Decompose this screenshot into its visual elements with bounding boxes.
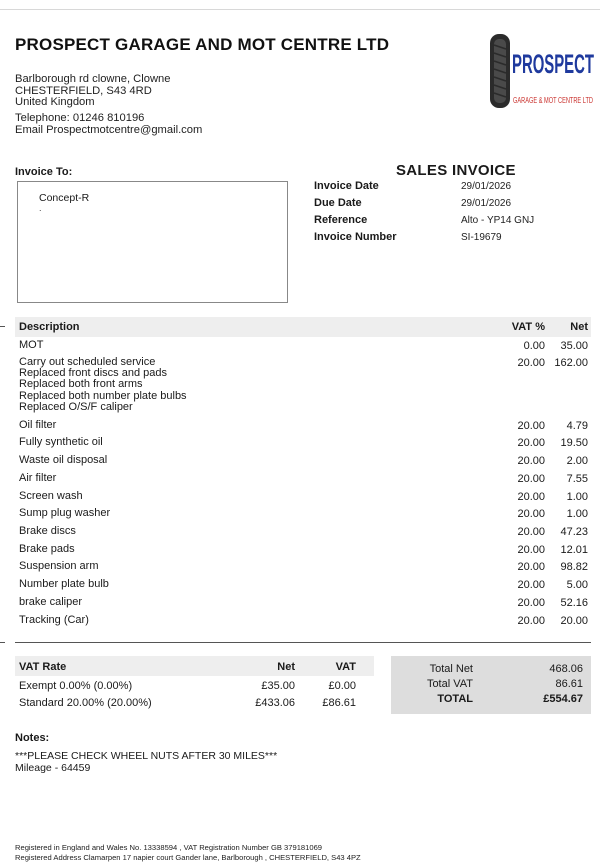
vat-rate-header: VAT Rate bbox=[19, 661, 67, 673]
line-item-description bbox=[19, 544, 399, 555]
line-item-net: 4.79 bbox=[566, 420, 588, 432]
vat-rate-cell: Exempt 0.00% (0.00%) bbox=[19, 680, 133, 692]
company-name: PROSPECT GARAGE AND MOT CENTRE LTD bbox=[15, 35, 390, 54]
vat-percent-header: VAT % bbox=[511, 321, 545, 333]
company-logo bbox=[488, 31, 596, 111]
line-item-description bbox=[19, 340, 399, 351]
description-line: Oil filter bbox=[19, 419, 57, 431]
line-item-vat: 20.00 bbox=[517, 597, 545, 609]
line-item-net: 7.55 bbox=[566, 473, 588, 485]
line-item-vat: 20.00 bbox=[517, 455, 545, 467]
line-item-description bbox=[19, 597, 399, 608]
company-telephone: Telephone: 01246 810196 bbox=[15, 112, 145, 124]
line-item-vat: 20.00 bbox=[517, 561, 545, 573]
description-line: Screen wash bbox=[19, 490, 83, 502]
line-item-description bbox=[19, 615, 399, 626]
company-contact bbox=[15, 112, 202, 136]
logo-subtitle: GARAGE & MOT CENTRE LTD bbox=[513, 95, 593, 105]
line-item-description bbox=[19, 455, 399, 466]
vat-summary-vat-header: VAT bbox=[335, 661, 356, 673]
description-line: Replaced both front arms bbox=[19, 378, 143, 391]
line-item-vat: 20.00 bbox=[517, 526, 545, 538]
line-item-vat: 20.00 bbox=[517, 357, 545, 369]
description-line: Number plate bulb bbox=[19, 578, 109, 590]
grand-total-label: TOTAL bbox=[437, 693, 473, 705]
due-date-value: 29/01/2026 bbox=[461, 198, 512, 209]
description-line: Brake pads bbox=[19, 543, 75, 555]
line-item-vat: 20.00 bbox=[517, 420, 545, 432]
total-vat-value: 86.61 bbox=[555, 678, 583, 690]
total-net-label: Total Net bbox=[429, 663, 473, 675]
description-line: MOT bbox=[19, 339, 44, 351]
line-item-description bbox=[19, 437, 399, 448]
client-name: Concept-R bbox=[39, 192, 90, 204]
description-line: brake caliper bbox=[19, 596, 82, 608]
address-line: United Kingdom bbox=[15, 96, 95, 108]
vat-amount-cell: £0.00 bbox=[328, 680, 356, 692]
footer-registration: Registered in England and Wales No. 13338594 , VAT Registration Number GB 379181069 bbox=[15, 843, 323, 852]
line-item-net: 162.00 bbox=[554, 357, 588, 369]
description-line: Tracking (Car) bbox=[19, 614, 89, 626]
fold-mark bbox=[0, 642, 5, 643]
notes-line: ***PLEASE CHECK WHEEL NUTS AFTER 30 MILES*** bbox=[15, 750, 278, 762]
footer-address: Registered Address Clamarpen 17 napier court Gander lane, Barlborough , CHESTERFIELD, S43 4PZ bbox=[15, 853, 361, 862]
fold-mark bbox=[0, 326, 5, 327]
reference-value: Alto - YP14 GNJ bbox=[461, 215, 535, 226]
line-item-net: 52.16 bbox=[560, 597, 588, 609]
company-address bbox=[15, 74, 170, 109]
logo-title: PROSPECT bbox=[512, 49, 595, 79]
line-item-description bbox=[19, 561, 399, 572]
company-email: Email Prospectmotcentre@gmail.com bbox=[15, 124, 203, 136]
line-item-net: 98.82 bbox=[560, 561, 588, 573]
line-item-vat: 20.00 bbox=[517, 437, 545, 449]
line-item-net: 1.00 bbox=[566, 508, 588, 520]
description-line: Replaced O/S/F caliper bbox=[19, 400, 133, 413]
description-line: Replaced both number plate bulbs bbox=[19, 389, 187, 402]
total-net-value: 468.06 bbox=[549, 663, 583, 675]
description-line: Replaced front discs and pads bbox=[19, 367, 167, 380]
description-line: Air filter bbox=[19, 472, 57, 484]
notes-line: Mileage - 64459 bbox=[15, 762, 91, 774]
invoice-number-label: Invoice Number bbox=[314, 231, 397, 243]
vat-amount-cell: £86.61 bbox=[322, 697, 356, 709]
invoice-heading: SALES INVOICE bbox=[396, 162, 516, 179]
total-vat-label: Total VAT bbox=[426, 678, 473, 690]
client-address: . bbox=[39, 203, 42, 213]
vat-summary-net-header: Net bbox=[277, 661, 295, 673]
line-item-net: 5.00 bbox=[566, 579, 588, 591]
description-line: Sump plug washer bbox=[19, 507, 111, 519]
notes-label: Notes: bbox=[15, 732, 50, 744]
description-header: Description bbox=[19, 321, 80, 333]
line-item-description bbox=[19, 420, 399, 431]
line-item-vat: 20.00 bbox=[517, 473, 545, 485]
invoice-date-label: Invoice Date bbox=[314, 180, 379, 192]
line-item-vat: 0.00 bbox=[523, 340, 545, 352]
line-item-net: 12.01 bbox=[560, 544, 588, 556]
top-rule bbox=[0, 9, 600, 10]
line-item-net: 47.23 bbox=[560, 526, 588, 538]
line-item-description bbox=[19, 473, 399, 484]
vat-net-cell: £433.06 bbox=[255, 697, 295, 709]
section-divider bbox=[15, 642, 591, 643]
line-item-description bbox=[19, 579, 399, 590]
vat-net-cell: £35.00 bbox=[261, 680, 295, 692]
description-line: Suspension arm bbox=[19, 560, 99, 572]
line-item-description bbox=[19, 357, 399, 413]
due-date-label: Due Date bbox=[314, 197, 362, 209]
net-header: Net bbox=[570, 321, 588, 333]
description-line: Brake discs bbox=[19, 525, 76, 537]
address-line: Barlborough rd clowne, Clowne bbox=[15, 73, 171, 85]
description-line: Carry out scheduled service bbox=[19, 356, 156, 368]
line-item-description bbox=[19, 491, 399, 502]
line-item-net: 1.00 bbox=[566, 491, 588, 503]
line-item-net: 2.00 bbox=[566, 455, 588, 467]
vat-rate-cell: Standard 20.00% (20.00%) bbox=[19, 697, 152, 709]
grand-total-value: £554.67 bbox=[543, 693, 583, 705]
description-line: Fully synthetic oil bbox=[19, 436, 103, 448]
line-item-net: 19.50 bbox=[560, 437, 588, 449]
invoice-date-value: 29/01/2026 bbox=[461, 181, 512, 192]
tyre-icon bbox=[490, 34, 510, 108]
reference-label: Reference bbox=[314, 214, 368, 226]
line-item-vat: 20.00 bbox=[517, 615, 545, 627]
line-item-vat: 20.00 bbox=[517, 491, 545, 503]
line-item-description bbox=[19, 526, 399, 537]
line-item-vat: 20.00 bbox=[517, 579, 545, 591]
line-item-net: 20.00 bbox=[560, 615, 588, 627]
line-item-vat: 20.00 bbox=[517, 544, 545, 556]
line-item-net: 35.00 bbox=[560, 340, 588, 352]
description-line: Waste oil disposal bbox=[19, 454, 108, 466]
line-item-vat: 20.00 bbox=[517, 508, 545, 520]
invoice-to-label: Invoice To: bbox=[15, 166, 73, 178]
invoice-number-value: SI-19679 bbox=[461, 232, 502, 243]
address-line: CHESTERFIELD, S43 4RD bbox=[15, 84, 152, 97]
line-item-description bbox=[19, 508, 399, 519]
